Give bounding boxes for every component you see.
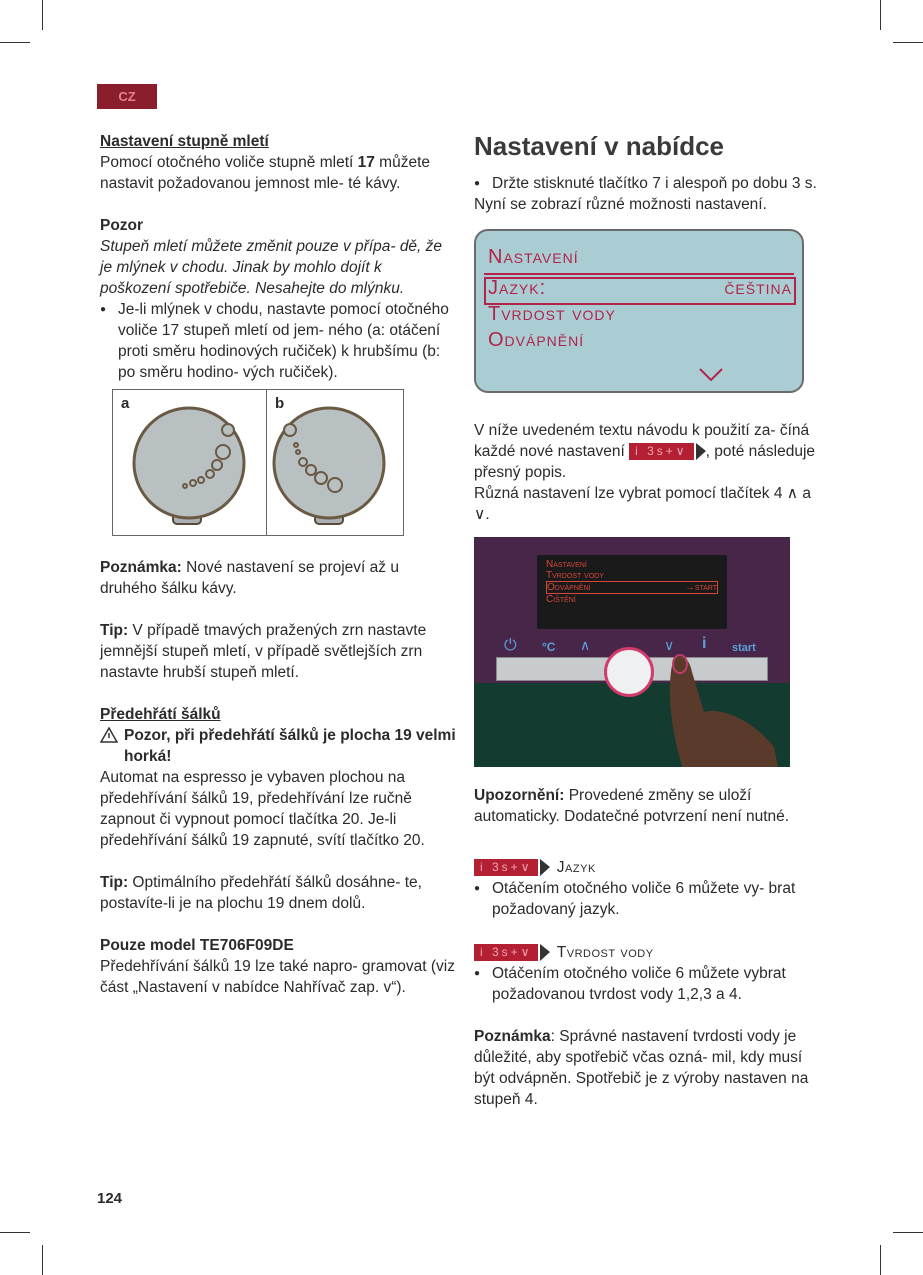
info-pill: i 3s+∨ <box>474 944 538 961</box>
crop-mark <box>0 1232 30 1233</box>
lcd-line-2-value: čeština <box>724 277 792 299</box>
language-setting-row <box>474 857 826 878</box>
info-pill: i 3s+∨ <box>629 443 693 460</box>
saved-paragraph: Upozornění: Provedené změny se uloží automaticky. Dodatečné potvrzení není nutné. <box>474 787 790 825</box>
lcd-line-1: Nastavení <box>488 246 579 268</box>
crop-mark <box>880 1245 881 1275</box>
down-button-icon[interactable]: ∨ <box>664 637 675 653</box>
note2-paragraph: Poznámka: Správné nastavení tvrdosti vody je důležité, aby spotřebič včas ozná- mil, kdy musí být odvápněn. Spotřebič je z výroby nastaven na stupeň 4. <box>474 1028 809 1108</box>
cups-text: Automat na espresso je vybaven plochou na předehřívání šálků 19, předehřívání lze ručně zapnout či vypnout pomocí tlačítka 20. Je-li předehřívání šálků 19 zapnuté, svítí tlačítko 20. <box>100 769 425 849</box>
photo-lcd-line-1: Nastavení <box>546 559 587 570</box>
page-title: Nastavení v nabídce <box>474 131 724 161</box>
cups-warning: Pozor, při předehřátí šálků je plocha 19 velmi horká! <box>100 725 456 767</box>
hand-icon <box>664 652 784 767</box>
crop-mark <box>880 0 881 30</box>
photo-lcd-line-3: Odvápnění <box>547 582 591 593</box>
crop-mark <box>0 42 30 43</box>
language-badge: CZ <box>97 84 157 109</box>
select-text: Různá nastavení lze vybrat pomocí tlačítek 4 ∧ a ∨. <box>474 485 812 523</box>
up-button-icon[interactable]: ∧ <box>580 637 591 653</box>
right-column <box>474 131 826 1110</box>
info-pill: i 3s+∨ <box>474 859 538 876</box>
photo-lcd-line-3-right: →start <box>684 582 717 593</box>
info-button-icon[interactable]: i <box>702 635 707 652</box>
warning-triangle-icon <box>100 727 118 743</box>
lcd-line-2: Jazyk: <box>488 277 547 299</box>
grind-heading: Nastavení stupně mletí <box>100 133 269 150</box>
left-column <box>100 131 456 998</box>
hardness-setting-label: Tvrdost vody <box>556 944 654 961</box>
crop-mark <box>42 1245 43 1275</box>
model-heading: Pouze model TE706F09DE <box>100 937 294 954</box>
knob-a-icon <box>134 408 244 524</box>
lcd-line-4: Odvápnění <box>488 329 585 351</box>
control-panel-photo <box>474 537 790 767</box>
options-text: Nyní se zobrazí různé možnosti nastavení. <box>474 196 767 213</box>
crop-mark <box>893 42 923 43</box>
rotary-knob[interactable] <box>604 647 654 697</box>
hardness-bullet: ● Otáčením otočného voliče 6 můžete vybrat požadovanou tvrdost vody 1,2,3 a 4. <box>474 963 826 1005</box>
chevron-down-icon: ∨ <box>474 506 486 523</box>
lcd-line-3: Tvrdost vody <box>488 303 616 325</box>
language-bullet: ● Otáčením otočného voliče 6 můžete vy- brat požadovaný jazyk. <box>474 878 826 920</box>
page-number: 124 <box>97 1190 123 1207</box>
pozor-heading: Pozor <box>100 217 144 234</box>
knob-label-b: b <box>275 395 285 412</box>
photo-lcd-line-2: Tvrdost vody <box>546 570 604 581</box>
grind-bullet: ● Je-li mlýnek v chodu, nastavte pomocí otočného voliče 17 stupeň mletí od jem- ného (a: otáčení proti směru hodinových ručiček) k hrubšímu (b: po směru hodino- vých ručiček). <box>100 299 456 383</box>
chevron-down-icon <box>698 367 724 383</box>
knob-b-icon <box>274 408 384 524</box>
start-button[interactable]: start <box>732 642 756 654</box>
chevron-up-icon: ∧ <box>786 485 799 502</box>
temperature-button[interactable]: °C <box>542 640 556 654</box>
lcd-display <box>474 229 804 393</box>
intro-text: V níže uvedeném textu návodu k použití za- číná každé nové nastavení i 3s+∨ , poté následuje přesný popis. <box>474 422 816 481</box>
knob-illustration <box>112 389 404 536</box>
knob-label-a: a <box>121 395 130 412</box>
tip-paragraph: Tip: V případě tmavých pražených zrn nastavte jemnější stupeň mletí, v případě světlejších zrn nastavte hrubší stupeň mletí. <box>100 622 427 681</box>
photo-lcd-line-4: Čištění <box>546 594 576 605</box>
pozor-text: Stupeň mletí můžete změnit pouze v přípa- dě, že je mlýnek v chodu. Jinak by mohlo dojít k poškození spotřebiče. Nesahejte do mlýnku. <box>100 238 443 297</box>
hold-bullet: ● Držte stisknuté tlačítko 7 i alespoň po dobu 3 s. <box>474 173 826 194</box>
cups-heading: Předehřátí šálků <box>100 706 221 723</box>
crop-mark <box>893 1232 923 1233</box>
crop-mark <box>42 0 43 30</box>
power-icon[interactable]: ⏻ <box>504 637 517 654</box>
grind-text: Pomocí otočného voliče stupně mletí 17 můžete nastavit požadovanou jemnost mle- té kávy. <box>100 154 431 192</box>
knob-drawings <box>113 390 403 535</box>
model-text: Předehřívání šálků 19 lze také napro- gramovat (viz část „Nastavení v nabídce Nahřívač zap. v“). <box>100 958 455 996</box>
hardness-setting-row <box>474 942 826 963</box>
language-setting-label: Jazyk <box>556 859 596 876</box>
tip2-paragraph: Tip: Optimálního předehřátí šálků dosáhne- te, postavíte-li je na plochu 19 dnem dolů. <box>100 874 422 912</box>
note-paragraph: Poznámka: Nové nastavení se projeví až u druhého šálku kávy. <box>100 559 399 597</box>
